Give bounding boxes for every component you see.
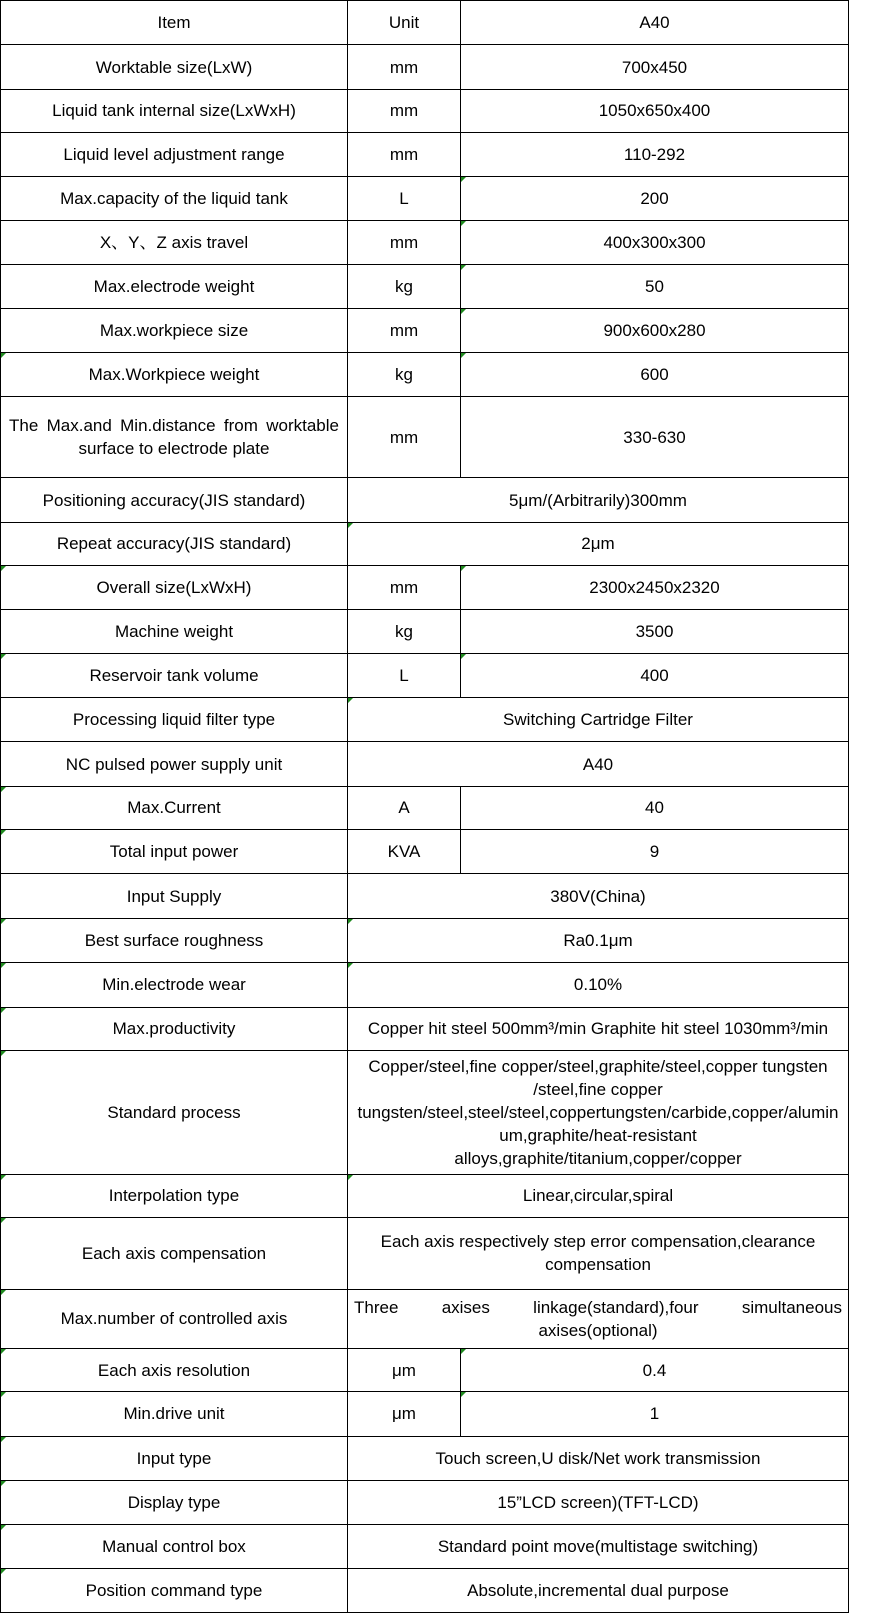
spec-item-cell [1, 1050, 348, 1174]
spec-item-label: The Max.and Min.distance from worktable surface to electrode plate [9, 416, 339, 459]
spec-item-label: Position command type [85, 1580, 263, 1600]
header-item: Item [1, 1, 348, 45]
spec-item-label: Max.productivity [112, 1019, 236, 1039]
spec-unit-cell: μm [348, 1348, 461, 1391]
spec-value-label: Standard point move(multistage switching) [437, 1536, 759, 1556]
spec-table-body [1, 1, 849, 1613]
spec-value-cell [348, 698, 849, 742]
spec-item-label: NC pulsed power supply unit [65, 754, 283, 774]
spec-value-label: 200 [640, 189, 669, 208]
spec-value-cell [461, 566, 849, 610]
spec-value-cell [461, 830, 849, 874]
spec-value-label: Switching Cartridge Filter [503, 710, 693, 730]
cell-marker [461, 566, 466, 571]
table-row [1, 1436, 849, 1480]
spec-value-cell [461, 89, 849, 132]
cell-marker [1, 1525, 6, 1530]
table-row [1, 45, 849, 89]
spec-item-cell [1, 1525, 348, 1568]
cell-marker [1, 566, 6, 571]
spec-item-cell [1, 698, 348, 742]
cell-marker [461, 1349, 466, 1354]
spec-item-cell [1, 566, 348, 610]
spec-item-cell [1, 653, 348, 697]
spec-value-cell [461, 133, 849, 177]
spec-value-cell [461, 786, 849, 829]
cell-marker [1, 353, 6, 358]
spec-item-cell [1, 610, 348, 653]
spec-value-cell [461, 653, 849, 697]
cell-marker [461, 177, 466, 182]
spec-value-label: 9 [649, 842, 660, 862]
spec-unit-cell: L [348, 177, 461, 220]
spec-item-label: Positioning accuracy(JIS standard) [42, 490, 306, 510]
table-row [1, 830, 849, 874]
spec-value-cell [348, 963, 849, 1007]
spec-value-label: 2μm [581, 534, 615, 554]
cell-marker [1, 830, 6, 835]
spec-value-label: 600 [640, 364, 669, 384]
table-row [1, 1392, 849, 1436]
spec-value-label: A40 [582, 754, 614, 774]
cell-marker [348, 523, 353, 528]
spec-item-cell [1, 1568, 348, 1613]
spec-value-label: Linear,circular,spiral [522, 1186, 674, 1206]
table-row [1, 265, 849, 309]
spec-value-label: 380V(China) [550, 886, 646, 906]
spec-value-cell [348, 1525, 849, 1568]
spec-value-cell [461, 1348, 849, 1391]
spec-value-label: 110-292 [623, 145, 686, 165]
cell-marker [1, 787, 6, 792]
cell-marker [1, 1392, 6, 1397]
spec-value-cell [348, 918, 849, 962]
spec-value-label: 700x450 [621, 57, 688, 77]
spec-item-cell [1, 786, 348, 829]
table-row [1, 89, 849, 132]
spec-item-label: Standard process [107, 1102, 241, 1122]
cell-marker [461, 654, 466, 659]
spec-item-cell [1, 309, 348, 352]
spec-unit-cell: KVA [348, 830, 461, 874]
cell-marker [1, 654, 6, 659]
spec-item-cell [1, 1480, 348, 1524]
cell-marker [461, 353, 466, 358]
spec-item-cell [1, 1174, 348, 1217]
spec-value-label: 3500 [635, 622, 674, 642]
cell-marker [1, 1051, 6, 1056]
cell-marker [348, 698, 353, 703]
spec-item-label: X、Y、Z axis travel [99, 232, 249, 252]
spec-item-label: Best surface roughness [84, 930, 264, 950]
cell-marker [1, 1349, 6, 1354]
spec-unit-cell: kg [348, 265, 461, 309]
spec-item-cell [1, 1217, 348, 1289]
spec-value-cell [461, 265, 849, 309]
spec-item-cell [1, 220, 348, 264]
spec-value-label: 400 [640, 665, 669, 685]
spec-unit-cell: kg [348, 352, 461, 396]
table-row [1, 610, 849, 653]
table-row [1, 918, 849, 962]
spec-value-label: 2300x2450x2320 [589, 578, 720, 598]
spec-value-cell [348, 1007, 849, 1050]
spec-unit-cell: mm [348, 89, 461, 132]
spec-item-cell [1, 352, 348, 396]
spec-item-label: Worktable size(LxW) [95, 57, 253, 77]
spec-item-label: Overall size(LxWxH) [96, 578, 252, 598]
table-row [1, 653, 849, 697]
table-row [1, 698, 849, 742]
spec-item-cell [1, 522, 348, 565]
spec-item-label: Max.capacity of the liquid tank [60, 189, 288, 208]
table-row [1, 220, 849, 264]
table-row [1, 1217, 849, 1289]
spec-value-label: 50 [645, 277, 664, 297]
spec-value-label: 40 [645, 798, 664, 818]
spec-item-label: Reservoir tank volume [89, 665, 259, 685]
spec-value-label: Each axis respectively step error compensation,clearance compensation [380, 1232, 816, 1275]
table-row [1, 177, 849, 220]
cell-marker [1, 1437, 6, 1442]
spec-value-label: Copper hit steel 500mm³/min Graphite hit steel 1030mm³/min [367, 1019, 829, 1039]
table-row [1, 1050, 849, 1174]
table-row [1, 963, 849, 1007]
table-row [1, 742, 849, 786]
spec-item-cell [1, 830, 348, 874]
spec-item-label: Input type [136, 1448, 212, 1468]
spec-item-cell [1, 89, 348, 132]
cell-marker [1, 1008, 6, 1013]
cell-marker [461, 265, 466, 270]
spec-unit-cell: L [348, 653, 461, 697]
spec-item-cell [1, 397, 348, 478]
spec-item-label: Each axis resolution [97, 1360, 251, 1380]
spec-item-cell [1, 963, 348, 1007]
cell-marker [461, 1392, 466, 1397]
spec-value-label: Touch screen,U disk/Net work transmission [435, 1448, 761, 1468]
spec-item-label: Min.electrode wear [102, 975, 246, 995]
spec-item-label: Max.number of controlled axis [60, 1309, 288, 1329]
spec-value-label: 330-630 [623, 427, 686, 447]
table-row [1, 1290, 849, 1349]
spec-value-cell [348, 478, 849, 522]
spec-value-label: 15”LCD screen)(TFT-LCD) [497, 1493, 699, 1513]
spec-item-label: Input Supply [126, 886, 222, 906]
cell-marker [1, 1290, 6, 1295]
spec-value-cell [348, 1050, 849, 1174]
spec-value-cell [461, 1392, 849, 1436]
spec-value-label: Absolute,incremental dual purpose [467, 1580, 729, 1600]
table-row [1, 1480, 849, 1524]
table-row [1, 397, 849, 478]
spec-value-cell [348, 1174, 849, 1217]
spec-unit-cell: mm [348, 220, 461, 264]
table-row [1, 1525, 849, 1568]
spec-value-label: 0.4 [642, 1360, 667, 1380]
spec-item-label: Machine weight [114, 622, 234, 642]
cell-marker [461, 221, 466, 226]
cell-marker [348, 963, 353, 968]
table-row [1, 522, 849, 565]
table-row [1, 566, 849, 610]
spec-value-label: Ra0.1μm [563, 930, 633, 950]
spec-item-label: Each axis compensation [81, 1243, 267, 1263]
spec-item-cell [1, 742, 348, 786]
table-row [1, 786, 849, 829]
spec-unit-cell: mm [348, 566, 461, 610]
table-row [1, 133, 849, 177]
spec-item-label: Repeat accuracy(JIS standard) [56, 534, 292, 554]
spec-value-cell [348, 522, 849, 565]
spec-item-cell [1, 45, 348, 89]
spec-item-cell [1, 133, 348, 177]
spec-value-label: 0.10% [573, 975, 623, 995]
spec-unit-cell: μm [348, 1392, 461, 1436]
spec-item-cell [1, 265, 348, 309]
spec-item-cell [1, 1392, 348, 1436]
spec-item-label: Max.Current [127, 798, 221, 818]
cell-marker [461, 309, 466, 314]
table-row [1, 874, 849, 918]
table-row [1, 1174, 849, 1217]
spec-unit-cell: kg [348, 610, 461, 653]
spec-unit-cell: mm [348, 309, 461, 352]
spec-value-cell [461, 610, 849, 653]
spec-item-label: Liquid level adjustment range [63, 145, 285, 165]
spec-value-label: 900x600x280 [603, 321, 706, 340]
cell-marker [1, 963, 6, 968]
spec-value-cell [348, 1217, 849, 1289]
table-row [1, 1348, 849, 1391]
spec-value-cell [461, 45, 849, 89]
spec-value-cell [348, 1480, 849, 1524]
table-header-row [1, 1, 849, 45]
header-unit: Unit [348, 1, 461, 45]
spec-value-label: 1 [649, 1404, 660, 1424]
spec-item-cell [1, 918, 348, 962]
spec-item-cell [1, 874, 348, 918]
spec-value-cell [348, 742, 849, 786]
spec-value-label: Three axises linkage(standard),four simultaneous axises(optional) [354, 1297, 842, 1340]
cell-marker [1, 1481, 6, 1486]
spec-unit-cell: mm [348, 133, 461, 177]
spec-item-cell [1, 1436, 348, 1480]
spec-value-cell [348, 1436, 849, 1480]
spec-item-label: Interpolation type [108, 1186, 240, 1206]
spec-item-label: Total input power [109, 842, 239, 862]
spec-value-cell [461, 397, 849, 478]
spec-item-label: Max.Workpiece weight [88, 364, 260, 384]
cell-marker [1, 1175, 6, 1180]
cell-marker [1, 1569, 6, 1574]
spec-item-cell [1, 1290, 348, 1349]
cell-marker [1, 919, 6, 924]
spec-value-cell [348, 1290, 849, 1349]
spec-item-label: Manual control box [102, 1536, 246, 1556]
table-row [1, 352, 849, 396]
cell-marker [348, 919, 353, 924]
spec-value-cell [461, 177, 849, 220]
spec-value-cell [461, 309, 849, 352]
spec-value-cell [461, 220, 849, 264]
spec-item-label: Min.drive unit [123, 1404, 225, 1424]
spec-value-label: 5μm/(Arbitrarily)300mm [509, 490, 687, 510]
spec-value-label: 1050x650x400 [598, 101, 711, 121]
table-row [1, 1568, 849, 1613]
spec-value-label: Copper/steel,fine copper/steel,graphite/steel,copper tungsten /steel,fine copper tungsten/steel,steel/steel,coppertungsten/carbide,copper/aluminum,graphite/heat-resistant alloys,graphite/titanium,copper/copper [357, 1056, 839, 1168]
spec-value-cell [348, 1568, 849, 1613]
spec-unit-cell: mm [348, 45, 461, 89]
spec-item-label: Display type [127, 1493, 221, 1513]
table-row [1, 309, 849, 352]
spec-item-cell [1, 478, 348, 522]
spec-item-cell [1, 1348, 348, 1391]
spec-item-label: Max.electrode weight [93, 277, 255, 297]
spec-unit-cell: mm [348, 397, 461, 478]
spec-item-cell [1, 177, 348, 220]
cell-marker [348, 1175, 353, 1180]
spec-item-cell [1, 1007, 348, 1050]
header-model: A40 [461, 1, 849, 45]
spec-value-cell [461, 352, 849, 396]
cell-marker [1, 1218, 6, 1223]
table-row [1, 1007, 849, 1050]
spec-value-label: 400x300x300 [603, 232, 706, 252]
spec-unit-cell: A [348, 786, 461, 829]
spec-item-label: Max.workpiece size [99, 321, 249, 340]
table-row [1, 478, 849, 522]
spec-item-label: Liquid tank internal size(LxWxH) [52, 101, 296, 121]
spec-item-label: Processing liquid filter type [72, 710, 276, 730]
spec-value-cell [348, 874, 849, 918]
